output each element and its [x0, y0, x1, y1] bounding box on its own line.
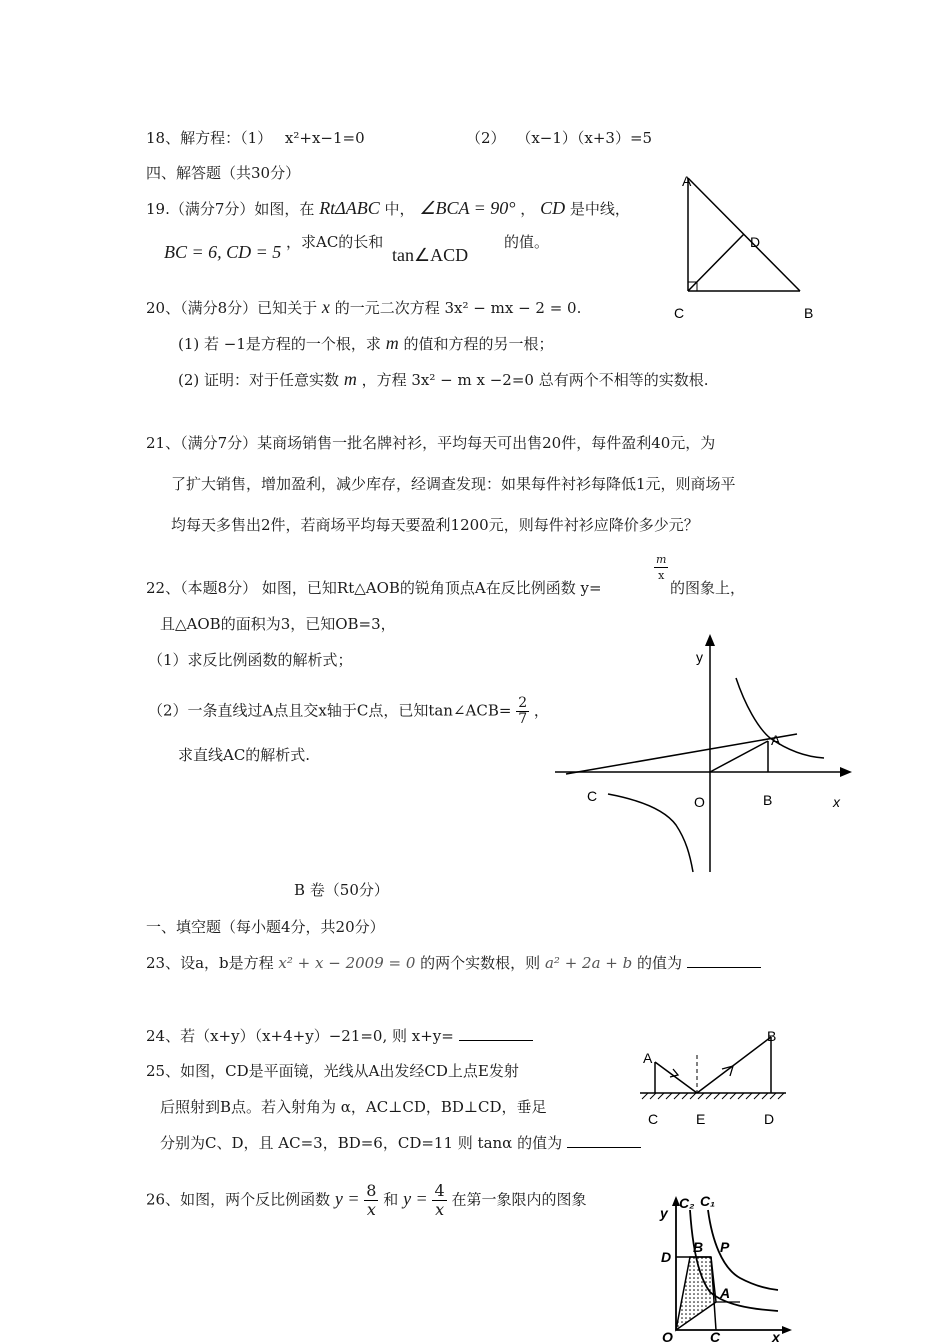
fig25-label-e: E	[696, 1111, 706, 1127]
q26-a: 26、如图，两个反比例函数	[146, 1190, 331, 1209]
q25-line2: 后照射到B点。若入射角为 α，AC⊥CD，BD⊥CD，垂足	[160, 1098, 547, 1116]
q22-l4a: （2）一条直线过A点且交x轴于C点，已知tan∠ACB=	[148, 701, 512, 720]
fig25-label-a: A	[643, 1050, 653, 1066]
q22-tden: 7	[518, 711, 528, 727]
fig22-label-b: B	[763, 792, 773, 808]
q26-b: 在第一象限内的图象	[451, 1190, 587, 1209]
q19-end: 的值。	[504, 233, 550, 251]
q22-line5: 求直线AC的解析式.	[178, 746, 311, 764]
q20-equation: 3x² − mx − 2 = 0.	[444, 299, 582, 317]
q22-line3: （1）求反比例函数的解析式；	[148, 651, 353, 669]
q25-l3: 分别为C、D，且 AC=3，BD=6，CD=11 则 tanα 的值为	[160, 1134, 563, 1152]
q19-ask: ，求AC的长和	[286, 233, 384, 251]
q24-a: 24、若（x+y）（x+4+y）−21=0, 则 x+y=	[146, 1027, 454, 1045]
section-heading: 四、解答题（共30分）	[146, 164, 301, 182]
fig26-label-c: C	[710, 1329, 721, 1344]
q18-label: 18、解方程：（1）	[146, 129, 273, 147]
fig26-label-x: x	[772, 1329, 780, 1344]
q19-prefix: 19.（满分7分）如图，在	[146, 200, 315, 218]
q21-line2: 了扩大销售，增加盈利，减少库存，经调查发现：如果每件衬衫每降低1元，则商场平	[171, 475, 736, 493]
q23-expression: a² + 2a + b	[544, 954, 633, 972]
fill-in-heading: 一、填空题（每小题4分，共20分）	[146, 918, 385, 936]
fig26-label-b: B	[693, 1239, 704, 1255]
q20-m2: m	[343, 369, 357, 389]
q20-head: 20、（满分8分）已知关于	[146, 299, 318, 317]
q20-x: x	[321, 297, 330, 317]
fig19-label-b: B	[804, 305, 814, 321]
fig26-label-a: A	[720, 1285, 731, 1301]
q26-n2: 4	[434, 1181, 445, 1200]
q19-triangle: RtΔABC	[319, 198, 380, 218]
q26-y2: y =	[403, 1188, 428, 1209]
fig26-label-c2: C₂	[679, 1195, 695, 1211]
fig19-label-c: C	[674, 305, 685, 321]
q19-angle: ∠BCA = 90°	[419, 198, 516, 218]
fig22-label-a: A	[771, 732, 781, 748]
fig22-label-x: x	[833, 794, 840, 810]
q20-p2b: ，方程	[361, 371, 407, 389]
q20-p2a: (2) 证明：对于任意实数	[178, 371, 340, 389]
fig22-label-y: y	[696, 649, 703, 665]
q26-d2: x	[435, 1200, 445, 1219]
q19-given: BC = 6, CD = 5	[164, 242, 282, 262]
q25-line1: 25、如图，CD是平面镜，光线从A出发经CD上点E发射	[146, 1062, 519, 1080]
q23-equation: x² + x − 2009 = 0	[278, 954, 416, 972]
q21-line3: 均每天多售出2件，若商场平均每天要盈利1200元，则每件衬衫应降价多少元？	[171, 516, 699, 534]
q19-mid: 中，	[384, 200, 415, 218]
q22-tnum: 2	[518, 695, 528, 711]
q20-p2c: 总有两个不相等的实数根.	[538, 371, 709, 389]
q20-equation2: 3x² − m x −2=0	[411, 371, 534, 389]
q22-fden: x	[658, 569, 665, 582]
q20-mid: 的一元二次方程	[334, 299, 440, 317]
q21-line1: 21、（满分7分）某商场销售一批名牌衬衫，平均每天可出售20件，每件盈利40元，为	[146, 434, 716, 452]
fig26-label-o: O	[662, 1329, 673, 1344]
part-b-heading: B 卷（50分）	[294, 881, 389, 899]
q22-line2: 且△AOB的面积为3，已知OB=3，	[160, 615, 396, 633]
q26-n1: 8	[366, 1181, 377, 1200]
fig25-label-d: D	[764, 1111, 775, 1127]
q18-eq2: （x−1）（x+3）=5	[516, 129, 653, 147]
q19-tail: 是中线，	[569, 200, 630, 218]
fig22-label-o: O	[694, 794, 705, 810]
q23-b: 的两个实数根，则	[420, 954, 541, 972]
q22-l4b: ，	[533, 701, 549, 720]
q20-p1b: 的值和方程的另一根；	[403, 335, 554, 353]
q23-a: 23、设a，b是方程	[146, 954, 274, 972]
q20-p1a: (1) 若 −1是方程的一个根，求	[178, 335, 381, 353]
fig26-label-p: P	[720, 1239, 730, 1255]
fig22-label-c: C	[587, 788, 598, 804]
fig25-label-c: C	[648, 1111, 659, 1127]
q18-part2-label: （2）	[466, 129, 506, 147]
q26-y1: y =	[334, 1188, 360, 1209]
fig26-label-c1: C₁	[700, 1193, 716, 1209]
fig19-label-a: A	[682, 173, 692, 189]
fig26-label-d: D	[661, 1249, 672, 1265]
q22-l1b: 的图象上，	[670, 579, 746, 597]
q22-l1a: 22、（本题8分） 如图，已知Rt△AOB的锐角顶点A在反比例函数 y=	[146, 579, 602, 597]
q19-cd: CD	[540, 198, 566, 218]
q18-eq1: x²+x−1=0	[284, 129, 365, 147]
q20-m: m	[385, 333, 399, 353]
q26-and: 和	[383, 1190, 399, 1209]
q23-c: 的值为	[637, 954, 683, 972]
q19-sep: ，	[520, 200, 536, 218]
q26-d1: x	[366, 1200, 376, 1219]
q22-fnum: m	[656, 553, 667, 566]
fig26-label-y: y	[660, 1205, 668, 1221]
q19-tan-expr: tan∠ACD	[392, 245, 469, 265]
fig19-label-d: D	[750, 234, 761, 250]
fig25-label-b: B	[767, 1028, 777, 1044]
